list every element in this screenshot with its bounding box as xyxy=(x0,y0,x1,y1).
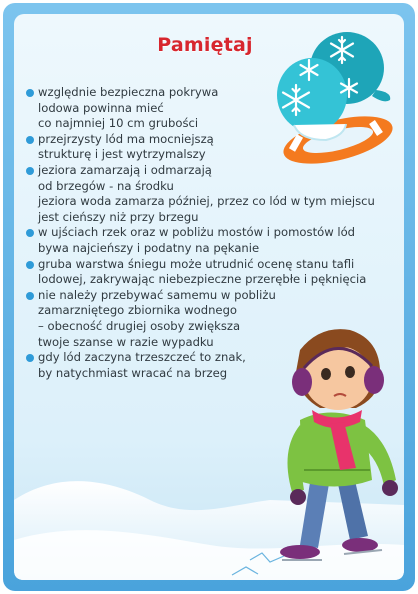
list-item-text: co najmniej 10 cm grubości xyxy=(38,116,199,131)
list-item-text: od brzegów - na środku xyxy=(38,178,174,193)
list-item-text: zamarzniętego zbiornika wodnego xyxy=(38,303,238,318)
bullet-dot xyxy=(26,167,34,175)
bullet-dot xyxy=(26,354,34,362)
list-item-text: jest cieńszy niż przy brzegu xyxy=(38,209,199,224)
list-item-text: lodowej, zakrywając niebezpieczne przerębłe i pęknięcia xyxy=(38,272,367,287)
list-item-text: jeziora zamarzają i odmarzają xyxy=(38,162,212,177)
list-item xyxy=(26,132,406,163)
list-item-text: gruba warstwa śniegu może utrudnić ocenę stanu tafli xyxy=(38,256,355,271)
list-item-text: przejrzysty lód ma mocniejszą xyxy=(38,131,214,146)
list-item-text: twoje szanse w razie wypadku xyxy=(38,334,214,349)
bullet-dot xyxy=(26,136,34,144)
bullet-dot xyxy=(26,229,34,237)
list-item-text: – obecność drugiej osoby zwiększa xyxy=(38,318,241,333)
list-item-text: gdy lód zaczyna trzeszczeć to znak, xyxy=(38,350,246,365)
list-item-text: nie należy przebywać samemu w pobliżu xyxy=(38,287,276,302)
page-title: Pamiętaj xyxy=(157,34,253,56)
list-item xyxy=(26,225,406,256)
bullet-dot xyxy=(26,89,34,97)
bullet-dot xyxy=(26,292,34,300)
list-item-text: bywa najcieńszy i podatny na pękanie xyxy=(38,240,260,255)
safety-tips-list xyxy=(26,85,406,381)
bullet-dot xyxy=(26,261,34,269)
list-item xyxy=(26,288,406,350)
list-item-text: względnie bezpieczna pokrywa xyxy=(38,85,219,99)
list-item xyxy=(26,163,406,225)
list-item-text: strukturę i jest wytrzymalszy xyxy=(38,147,206,162)
list-item-text: lodowa powinna mieć xyxy=(38,100,164,115)
list-item xyxy=(26,350,406,381)
list-item-text: jeziora woda zamarza później, przez co lód w tym miejscu xyxy=(38,194,375,209)
list-item-text: w ujściach rzek oraz w pobliżu mostów i pomostów lód xyxy=(38,225,356,240)
list-item xyxy=(26,85,406,132)
list-item xyxy=(26,257,406,288)
list-item-text: by natychmiast wracać na brzeg xyxy=(38,365,228,380)
